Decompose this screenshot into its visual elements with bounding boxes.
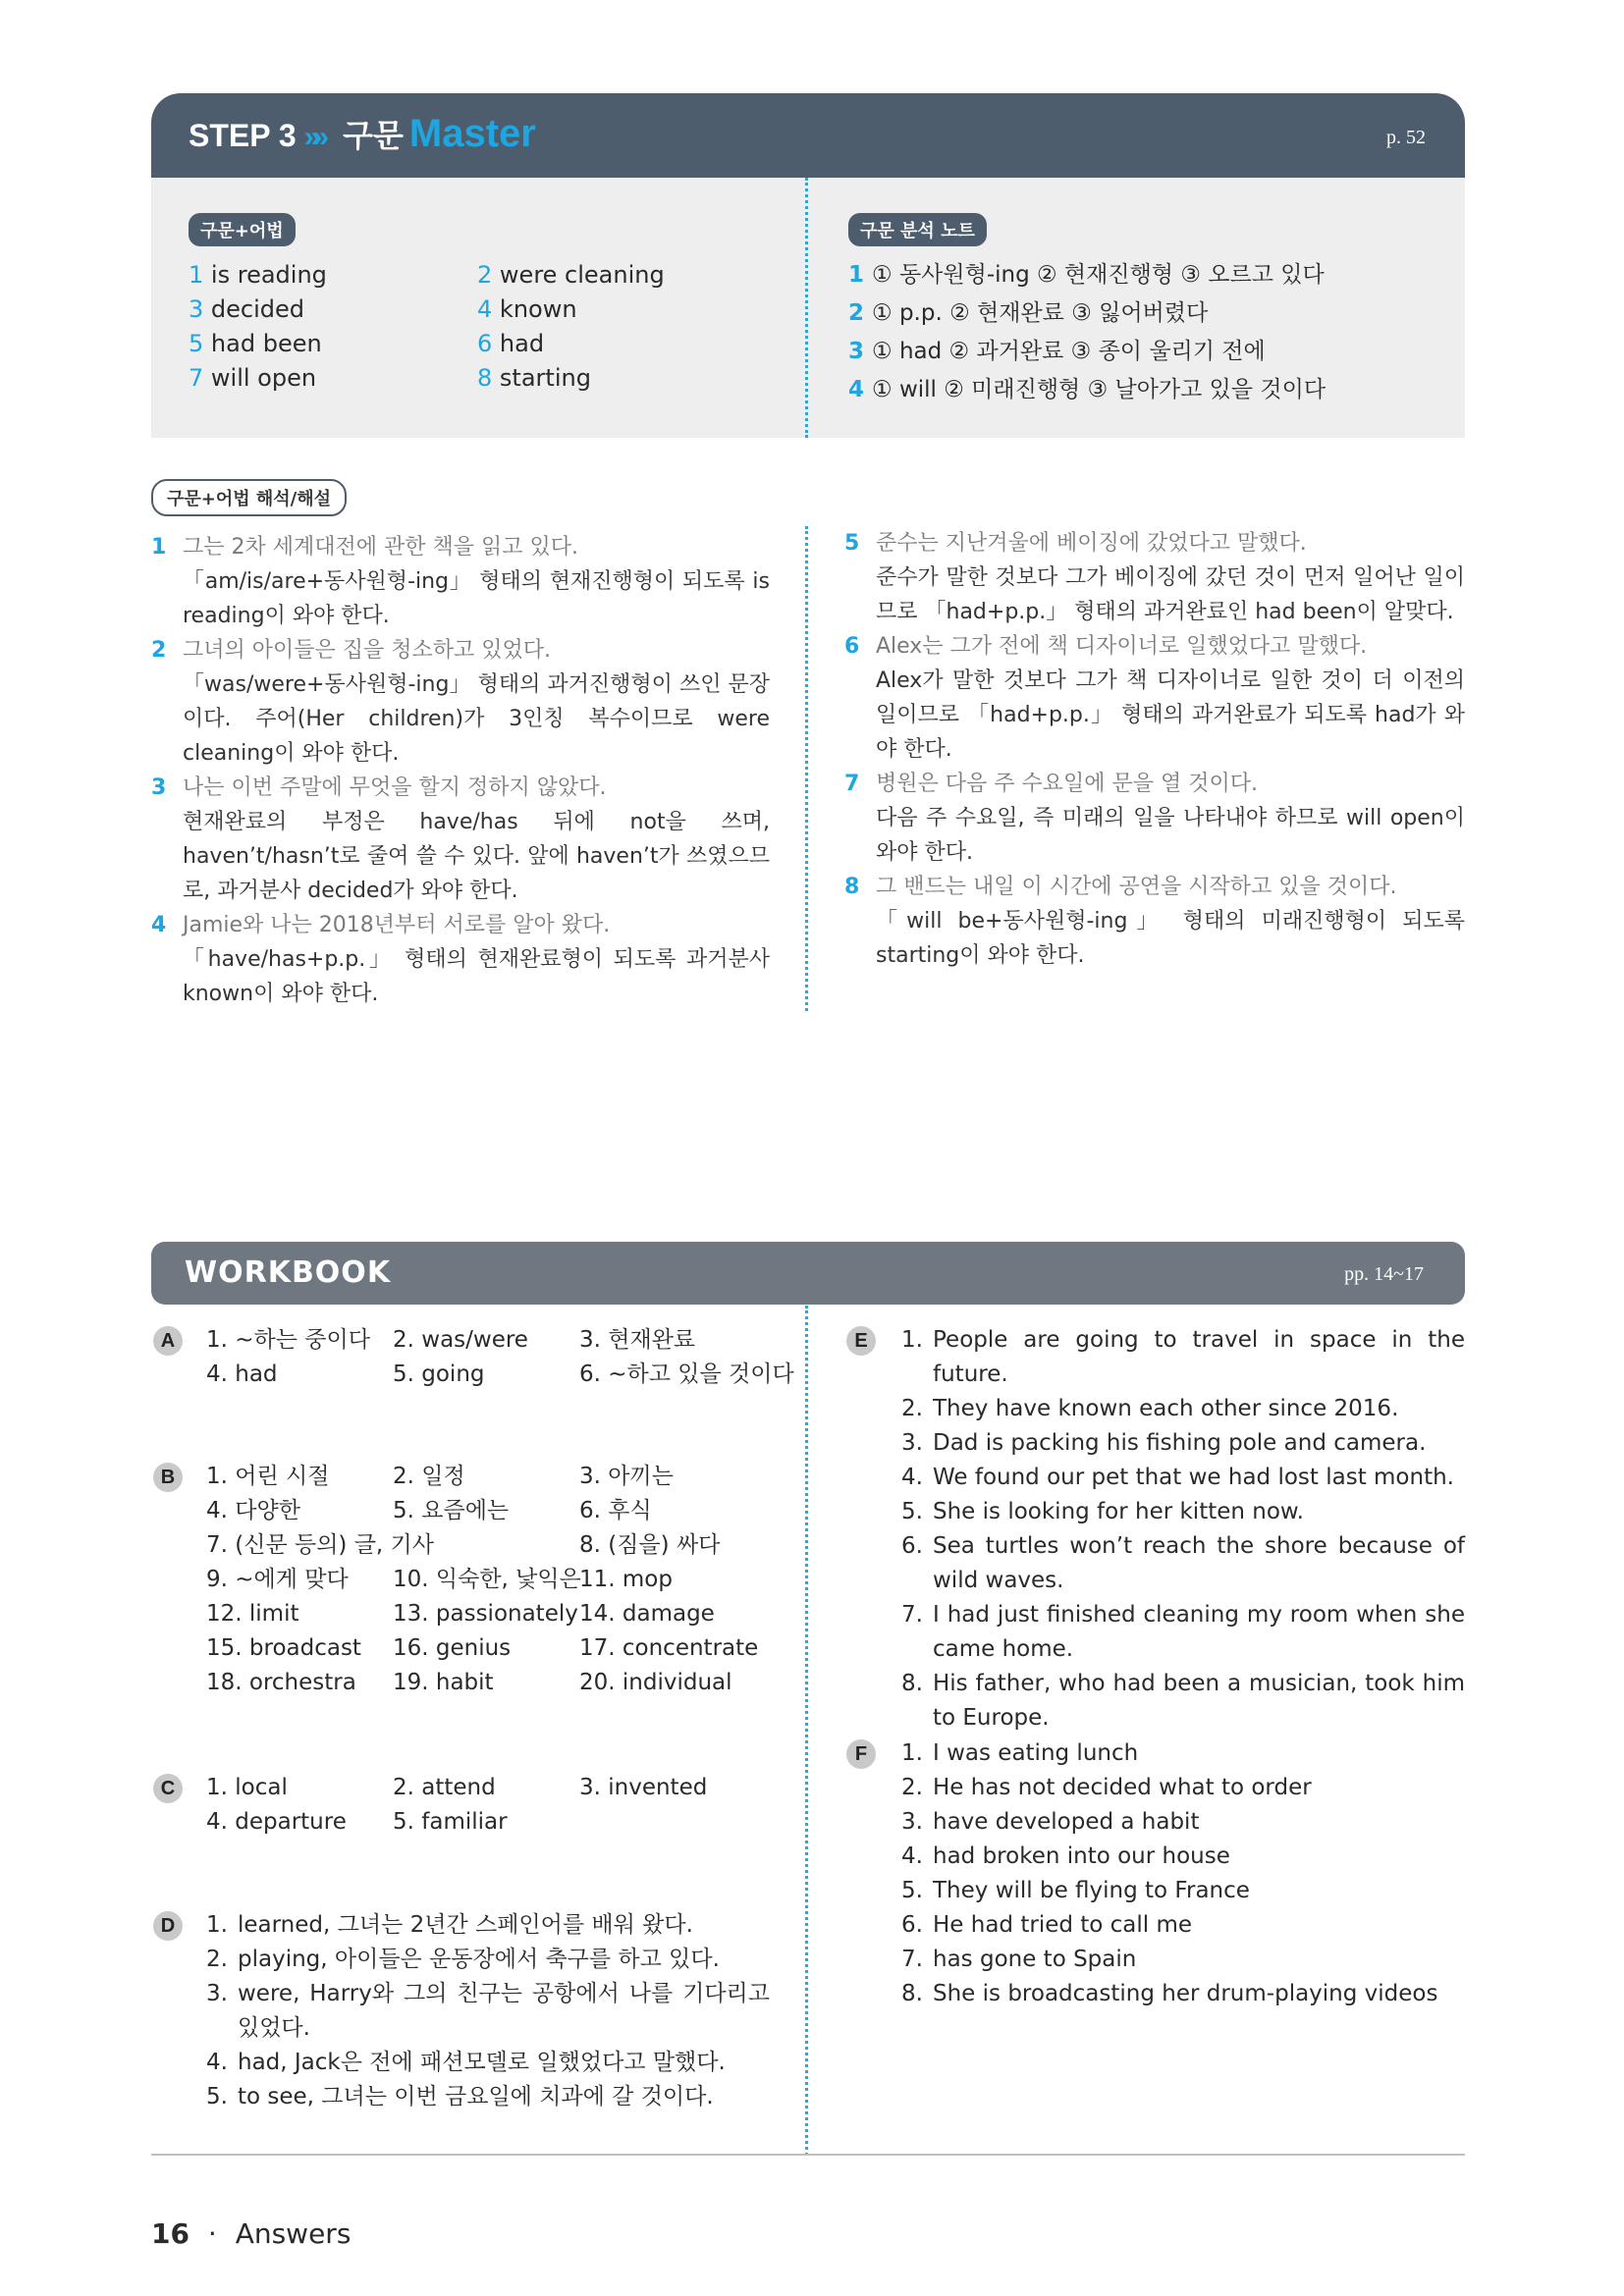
section-a-item: 5. going [393, 1362, 485, 1387]
explanation-badge: 구문+어법 해석/해설 [151, 479, 347, 516]
section-c-item: 4. departure [206, 1809, 347, 1835]
section-e-item: 8. His father, who had been a musician, took him to Europe. [901, 1671, 1465, 1731]
explanation-item: 2 그녀의 아이들은 집을 청소하고 있었다. 「was/were+동사원형-ing」 형태의 과거진행형이 쓰인 문장이다. 주어(Her children)가 3인칭 복수이므로 were cleaning이 와야 한다. [151, 638, 770, 766]
section-d [206, 1908, 770, 2114]
answer-box [151, 178, 1465, 438]
step-title-en: Master [408, 112, 536, 155]
section-b-item: 7. (신문 등의) 글, 기사 [206, 1532, 434, 1558]
note-line: 2 ① p.p. ② 현재완료 ③ 잃어버렸다 [848, 300, 1209, 326]
section-b-item: 6. 후식 [579, 1498, 652, 1523]
section-b-item: 17. concentrate [579, 1635, 759, 1661]
note-line: 3 ① had ② 과거완료 ③ 종이 울리기 전에 [848, 339, 1266, 364]
workbook-page-reference: pp. 14~17 [1344, 1263, 1424, 1285]
step-title-ko: 구문 [343, 118, 404, 153]
section-b-item: 2. 일정 [393, 1464, 465, 1489]
footer-rule [151, 2154, 1465, 2156]
page-footer [151, 2217, 351, 2250]
explanation-item: 1 그는 2차 세계대전에 관한 책을 읽고 있다. 「am/is/are+동사원형-ing」 형태의 현재진행형이 되도록 is reading이 와야 한다. [151, 535, 770, 628]
page-reference: p. 52 [1386, 127, 1426, 148]
answer-item: 2 were cleaning [477, 261, 665, 289]
section-e [901, 1323, 1465, 1735]
workbook-divider [805, 1306, 808, 2156]
section-a-item: 2. was/were [393, 1327, 528, 1353]
section-e-item: 6. Sea turtles won’t reach the shore because of wild waves. [901, 1533, 1465, 1593]
section-b-item: 3. 아끼는 [579, 1464, 674, 1489]
section-d-item: 5. to see, 그녀는 이번 금요일에 치과에 갈 것이다. [206, 2084, 714, 2109]
workbook-title: WORKBOOK [185, 1255, 392, 1290]
page-number: 16 [151, 2217, 189, 2250]
answer-item: 5 had been [189, 330, 322, 357]
explanation-item: 6 Alex는 그가 전에 책 디자이너로 일했었다고 말했다. Alex가 말한 것보다 그가 책 디자이너로 일한 것이 더 이전의 일이므로 「had+p.p.」 형태의 과거완료가 되도록 had가 와야 한다. [844, 634, 1465, 762]
section-b-item: 8. (짐을) 싸다 [579, 1532, 721, 1558]
answer-item: 3 decided [189, 295, 305, 323]
section-f-item: 2. He has not decided what to order [901, 1775, 1312, 1800]
section-a [206, 1323, 794, 1392]
section-b-item: 12. limit [206, 1601, 299, 1627]
section-f [901, 1736, 1465, 2011]
footer-label: Answers [235, 2217, 352, 2250]
section-a-item: 1. ~하는 중이다 [206, 1327, 370, 1353]
explanations-left [151, 530, 770, 1011]
explanation-divider [805, 526, 808, 1011]
section-b-item: 1. 어린 시절 [206, 1464, 330, 1489]
section-b-item: 16. genius [393, 1635, 512, 1661]
section-b-item: 20. individual [579, 1670, 732, 1695]
section-a-marker: A [153, 1326, 183, 1356]
section-b-item: 9. ~에게 맞다 [206, 1567, 349, 1592]
explanations-right [844, 526, 1465, 973]
section-c-marker: C [153, 1774, 183, 1803]
section-b-item: 19. habit [393, 1670, 494, 1695]
section-b-item: 15. broadcast [206, 1635, 361, 1661]
section-e-item: 7. I had just finished cleaning my room when she came home. [901, 1602, 1465, 1662]
section-f-item: 6. He had tried to call me [901, 1912, 1193, 1938]
section-c-item: 3. invented [579, 1775, 708, 1800]
section-a-item: 6. ~하고 있을 것이다 [579, 1362, 794, 1387]
section-d-item: 4. had, Jack은 전에 패션모델로 일했었다고 말했다. [206, 2050, 726, 2075]
section-f-item: 4. had broken into our house [901, 1843, 1230, 1869]
section-d-marker: D [153, 1911, 183, 1941]
explanation-item: 5 준수는 지난겨울에 베이징에 갔었다고 말했다. 준수가 말한 것보다 그가 베이징에 갔던 것이 먼저 일어난 일이므로 「had+p.p.」 형태의 과거완료인 had been이 알맞다. [844, 531, 1465, 624]
section-a-item: 3. 현재완료 [579, 1327, 696, 1353]
explanation-item: 8 그 밴드는 내일 이 시간에 공연을 시작하고 있을 것이다. 「will be+동사원형-ing」 형태의 미래진행형이 되도록 starting이 와야 한다. [844, 875, 1465, 968]
section-c-item: 1. local [206, 1775, 288, 1800]
note-line: 4 ① will ② 미래진행형 ③ 날아가고 있을 것이다 [848, 377, 1326, 402]
section-f-item: 5. They will be flying to France [901, 1878, 1250, 1903]
section-e-item: 2. They have known each other since 2016. [901, 1396, 1399, 1421]
answer-item: 1 is reading [189, 261, 327, 289]
section-d-item: 2. playing, 아이들은 운동장에서 축구를 하고 있다. [206, 1947, 720, 1972]
section-e-item: 4. We found our pet that we had lost last month. [901, 1465, 1454, 1490]
section-e-item: 3. Dad is packing his fishing pole and camera. [901, 1430, 1427, 1456]
section-e-item: 5. She is looking for her kitten now. [901, 1499, 1304, 1524]
column-divider [805, 178, 808, 438]
section-c-item: 2. attend [393, 1775, 496, 1800]
explanation-item: 3 나는 이번 주말에 무엇을 할지 정하지 않았다. 현재완료의 부정은 have/has 뒤에 not을 쓰며, haven’t/hasn’t로 줄여 쓸 수 있다. 앞에 haven’t가 쓰였으므로, 과거분사 decided가 와야 한다. [151, 775, 770, 903]
section-b-item: 13. passionately [393, 1601, 578, 1627]
section-e-item: 1. People are going to travel in space in the future. [901, 1327, 1465, 1387]
section-c-item: 5. familiar [393, 1809, 508, 1835]
explanation-item: 4 Jamie와 나는 2018년부터 서로를 알아 왔다. 「have/has+p.p.」 형태의 현재완료형이 되도록 과거분사 known이 와야 한다. [151, 913, 770, 1006]
section-d-item: 3. were, Harry와 그의 친구는 공항에서 나를 기다리고 있었다. [206, 1981, 770, 2041]
section-b [206, 1460, 795, 1700]
section-b-marker: B [153, 1463, 183, 1492]
grammar-answers [189, 258, 738, 405]
section-b-item: 5. 요즘에는 [393, 1498, 510, 1523]
note-line: 1 ① 동사원형-ing ② 현재진행형 ③ 오르고 있다 [848, 262, 1325, 288]
step-header [151, 93, 1465, 178]
section-f-item: 1. I was eating lunch [901, 1740, 1139, 1766]
footer-separator: · [207, 2217, 217, 2250]
section-d-item: 1. learned, 그녀는 2년간 스페인어를 배워 왔다. [206, 1912, 693, 1938]
workbook-header [151, 1242, 1465, 1305]
grammar-badge: 구문+어법 [189, 213, 296, 246]
section-b-item: 4. 다양한 [206, 1498, 300, 1523]
section-f-item: 3. have developed a habit [901, 1809, 1200, 1835]
double-chevron-icon: »» [303, 121, 322, 153]
analysis-note-badge: 구문 분석 노트 [848, 213, 987, 246]
step-label: STEP 3 [189, 118, 297, 153]
explanation-item: 7 병원은 다음 주 수요일에 문을 열 것이다. 다음 주 수요일, 즉 미래의 일을 나타내야 하므로 will open이 와야 한다. [844, 772, 1465, 865]
section-f-marker: F [846, 1739, 876, 1769]
section-b-item: 10. 익숙한, 낯익은 [393, 1567, 581, 1592]
section-b-item: 14. damage [579, 1601, 715, 1627]
section-c [206, 1771, 785, 1840]
section-e-marker: E [846, 1326, 876, 1356]
analysis-note-lines [848, 256, 1326, 409]
answer-item: 7 will open [189, 364, 317, 392]
answer-item: 8 starting [477, 364, 591, 392]
answer-item: 4 known [477, 295, 577, 323]
step-title [189, 111, 536, 156]
section-b-item: 18. orchestra [206, 1670, 356, 1695]
section-f-item: 7. has gone to Spain [901, 1947, 1137, 1972]
section-a-item: 4. had [206, 1362, 278, 1387]
section-f-item: 8. She is broadcasting her drum-playing videos [901, 1981, 1438, 2006]
section-b-item: 11. mop [579, 1567, 673, 1592]
answer-item: 6 had [477, 330, 545, 357]
